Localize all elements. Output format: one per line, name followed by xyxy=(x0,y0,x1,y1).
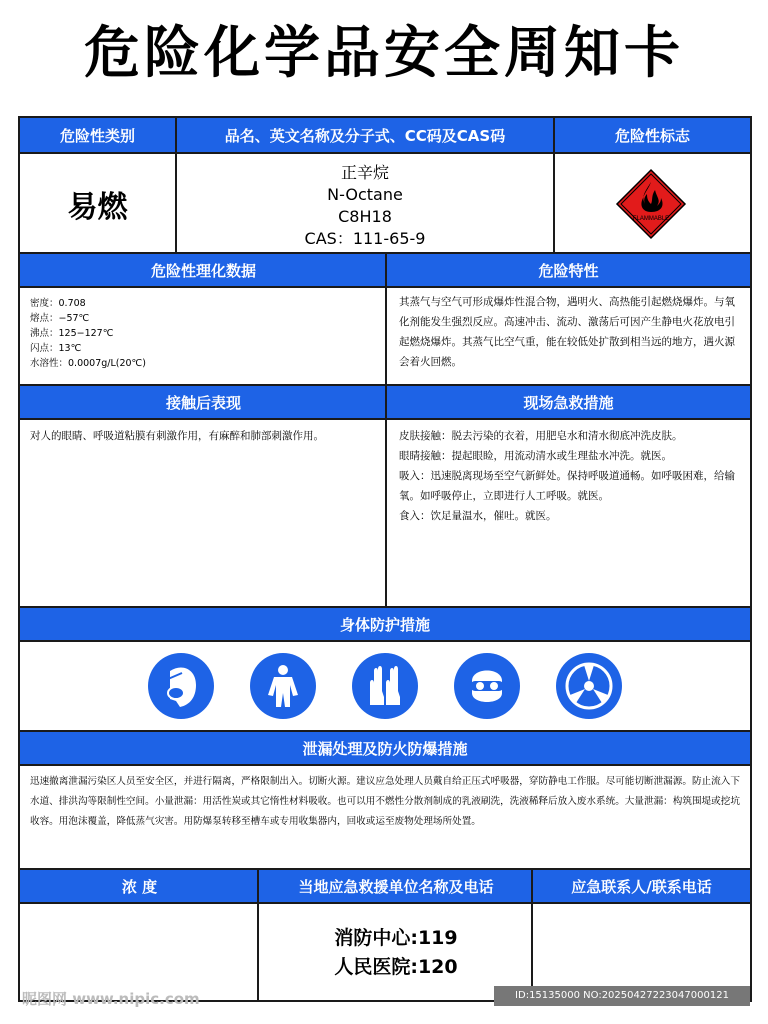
protection-header: 身体防护措施 xyxy=(339,615,430,634)
hospital-phone: 人民医院:120 xyxy=(334,956,458,978)
watermark-text: 昵图网 www.nipic.com xyxy=(22,990,200,1008)
image-id-bar: ID:15135000 NO:20250427223047000121 xyxy=(494,986,750,1006)
firstaid-eye: 眼睛接触：提起眼睑，用流动清水或生理盐水冲洗。就医。 xyxy=(399,450,672,462)
chemical-formula: C8H18 xyxy=(338,207,392,226)
firstaid-text xyxy=(399,426,741,526)
name-header: 品名、英文名称及分子式、CC码及CAS码 xyxy=(224,126,506,145)
firstaid-ingest: 食入：饮足量温水，催吐。就医。 xyxy=(399,510,557,522)
flammable-diamond-icon xyxy=(615,168,687,240)
leak-header: 泄漏处理及防火防爆措施 xyxy=(302,739,468,758)
chemical-name-block xyxy=(175,162,555,250)
physchem-header: 危险性理化数据 xyxy=(150,261,256,280)
hazard-feature-header: 危险特性 xyxy=(538,261,599,280)
section2-body xyxy=(20,288,750,386)
section6-header-row xyxy=(20,870,750,904)
chemical-name-cn: 正辛烷 xyxy=(340,163,389,182)
hazard-feature-text: 其蒸气与空气可形成爆炸性混合物，遇明火、高热能引起燃烧爆炸。与氧化剂能发生强烈反应。高速冲击、流动、激荡后可因产生静电火花放电引起燃烧爆炸。其蒸气比空气重，能在较低处扩散到相当远的地方，遇火源会着火回燃。 xyxy=(399,296,735,368)
fire-center-phone: 消防中心:119 xyxy=(334,927,458,949)
hazard-class-value: 易燃 xyxy=(67,190,128,225)
local-rescue-header: 当地应急救援单位名称及电话 xyxy=(298,877,494,896)
sign-text: FLAMMABLE xyxy=(632,216,670,222)
concentration-header: 浓 度 xyxy=(121,877,158,896)
firstaid-skin: 皮肤接触：脱去污染的衣着，用肥皂水和清水彻底冲洗皮肤。 xyxy=(399,430,683,442)
flash-point-line: 闪点：13℃ xyxy=(30,343,82,354)
firstaid-header: 现场急救措施 xyxy=(523,393,614,412)
section4-header-row xyxy=(20,608,750,642)
section1-body xyxy=(20,154,750,254)
protective-suit-icon xyxy=(250,653,316,719)
contact-text: 对人的眼睛、呼吸道粘膜有刺激作用，有麻醉和肺部刺激作用。 xyxy=(30,430,324,442)
goggles-icon xyxy=(454,653,520,719)
contact-header: 接触后表现 xyxy=(165,393,241,412)
chemical-name-en: N-Octane xyxy=(327,185,403,204)
cas-number: CAS：111-65-9 xyxy=(304,229,426,248)
section1-header-row xyxy=(20,118,750,154)
hazard-class-header: 危险性类别 xyxy=(59,126,135,145)
respirator-mask-icon xyxy=(148,653,214,719)
ventilation-fan-icon xyxy=(556,653,622,719)
safety-card xyxy=(18,116,752,1002)
solubility-line: 水溶性：0.0007g/L(20℃) xyxy=(30,358,146,369)
gloves-icon xyxy=(352,653,418,719)
density-line: 密度：0.708 xyxy=(30,298,86,309)
leak-text: 迅速撤离泄漏污染区人员至安全区，并进行隔离，严格限制出入。切断火源。建议应急处理人员戴自给正压式呼吸器，穿防静电工作服。尽可能切断泄漏源。防止流入下水道、排洪沟等限制性空间。小量泄漏：用活性炭或其它惰性材料吸收。也可以用不燃性分散剂制成的乳液刷洗，洗液稀释后放入废水系统。大量泄漏：构筑围堤或挖坑收容。用泡沫覆盖，降低蒸气灾害。用防爆泵转移至槽车或专用收集器内，回收或运至废物处理场所处置。 xyxy=(30,776,740,827)
emergency-contact-header: 应急联系人/联系电话 xyxy=(571,877,712,896)
section3-body xyxy=(20,420,750,608)
boiling-point-line: 沸点：125−127℃ xyxy=(30,328,114,339)
protection-icons xyxy=(20,642,750,730)
physchem-data xyxy=(30,296,380,371)
sign-header: 危险性标志 xyxy=(614,126,690,145)
section5-header-row xyxy=(20,732,750,766)
page-title: 危险化学品安全周知卡 xyxy=(84,21,684,86)
melting-point-line: 熔点：−57℃ xyxy=(30,313,90,324)
rescue-phones xyxy=(259,924,533,982)
firstaid-inhale: 吸入：迅速脱离现场至空气新鲜处。保持呼吸道通畅。如呼吸困难，给输氧。如呼吸停止，立即进行人工呼吸。就医。 xyxy=(399,470,735,502)
